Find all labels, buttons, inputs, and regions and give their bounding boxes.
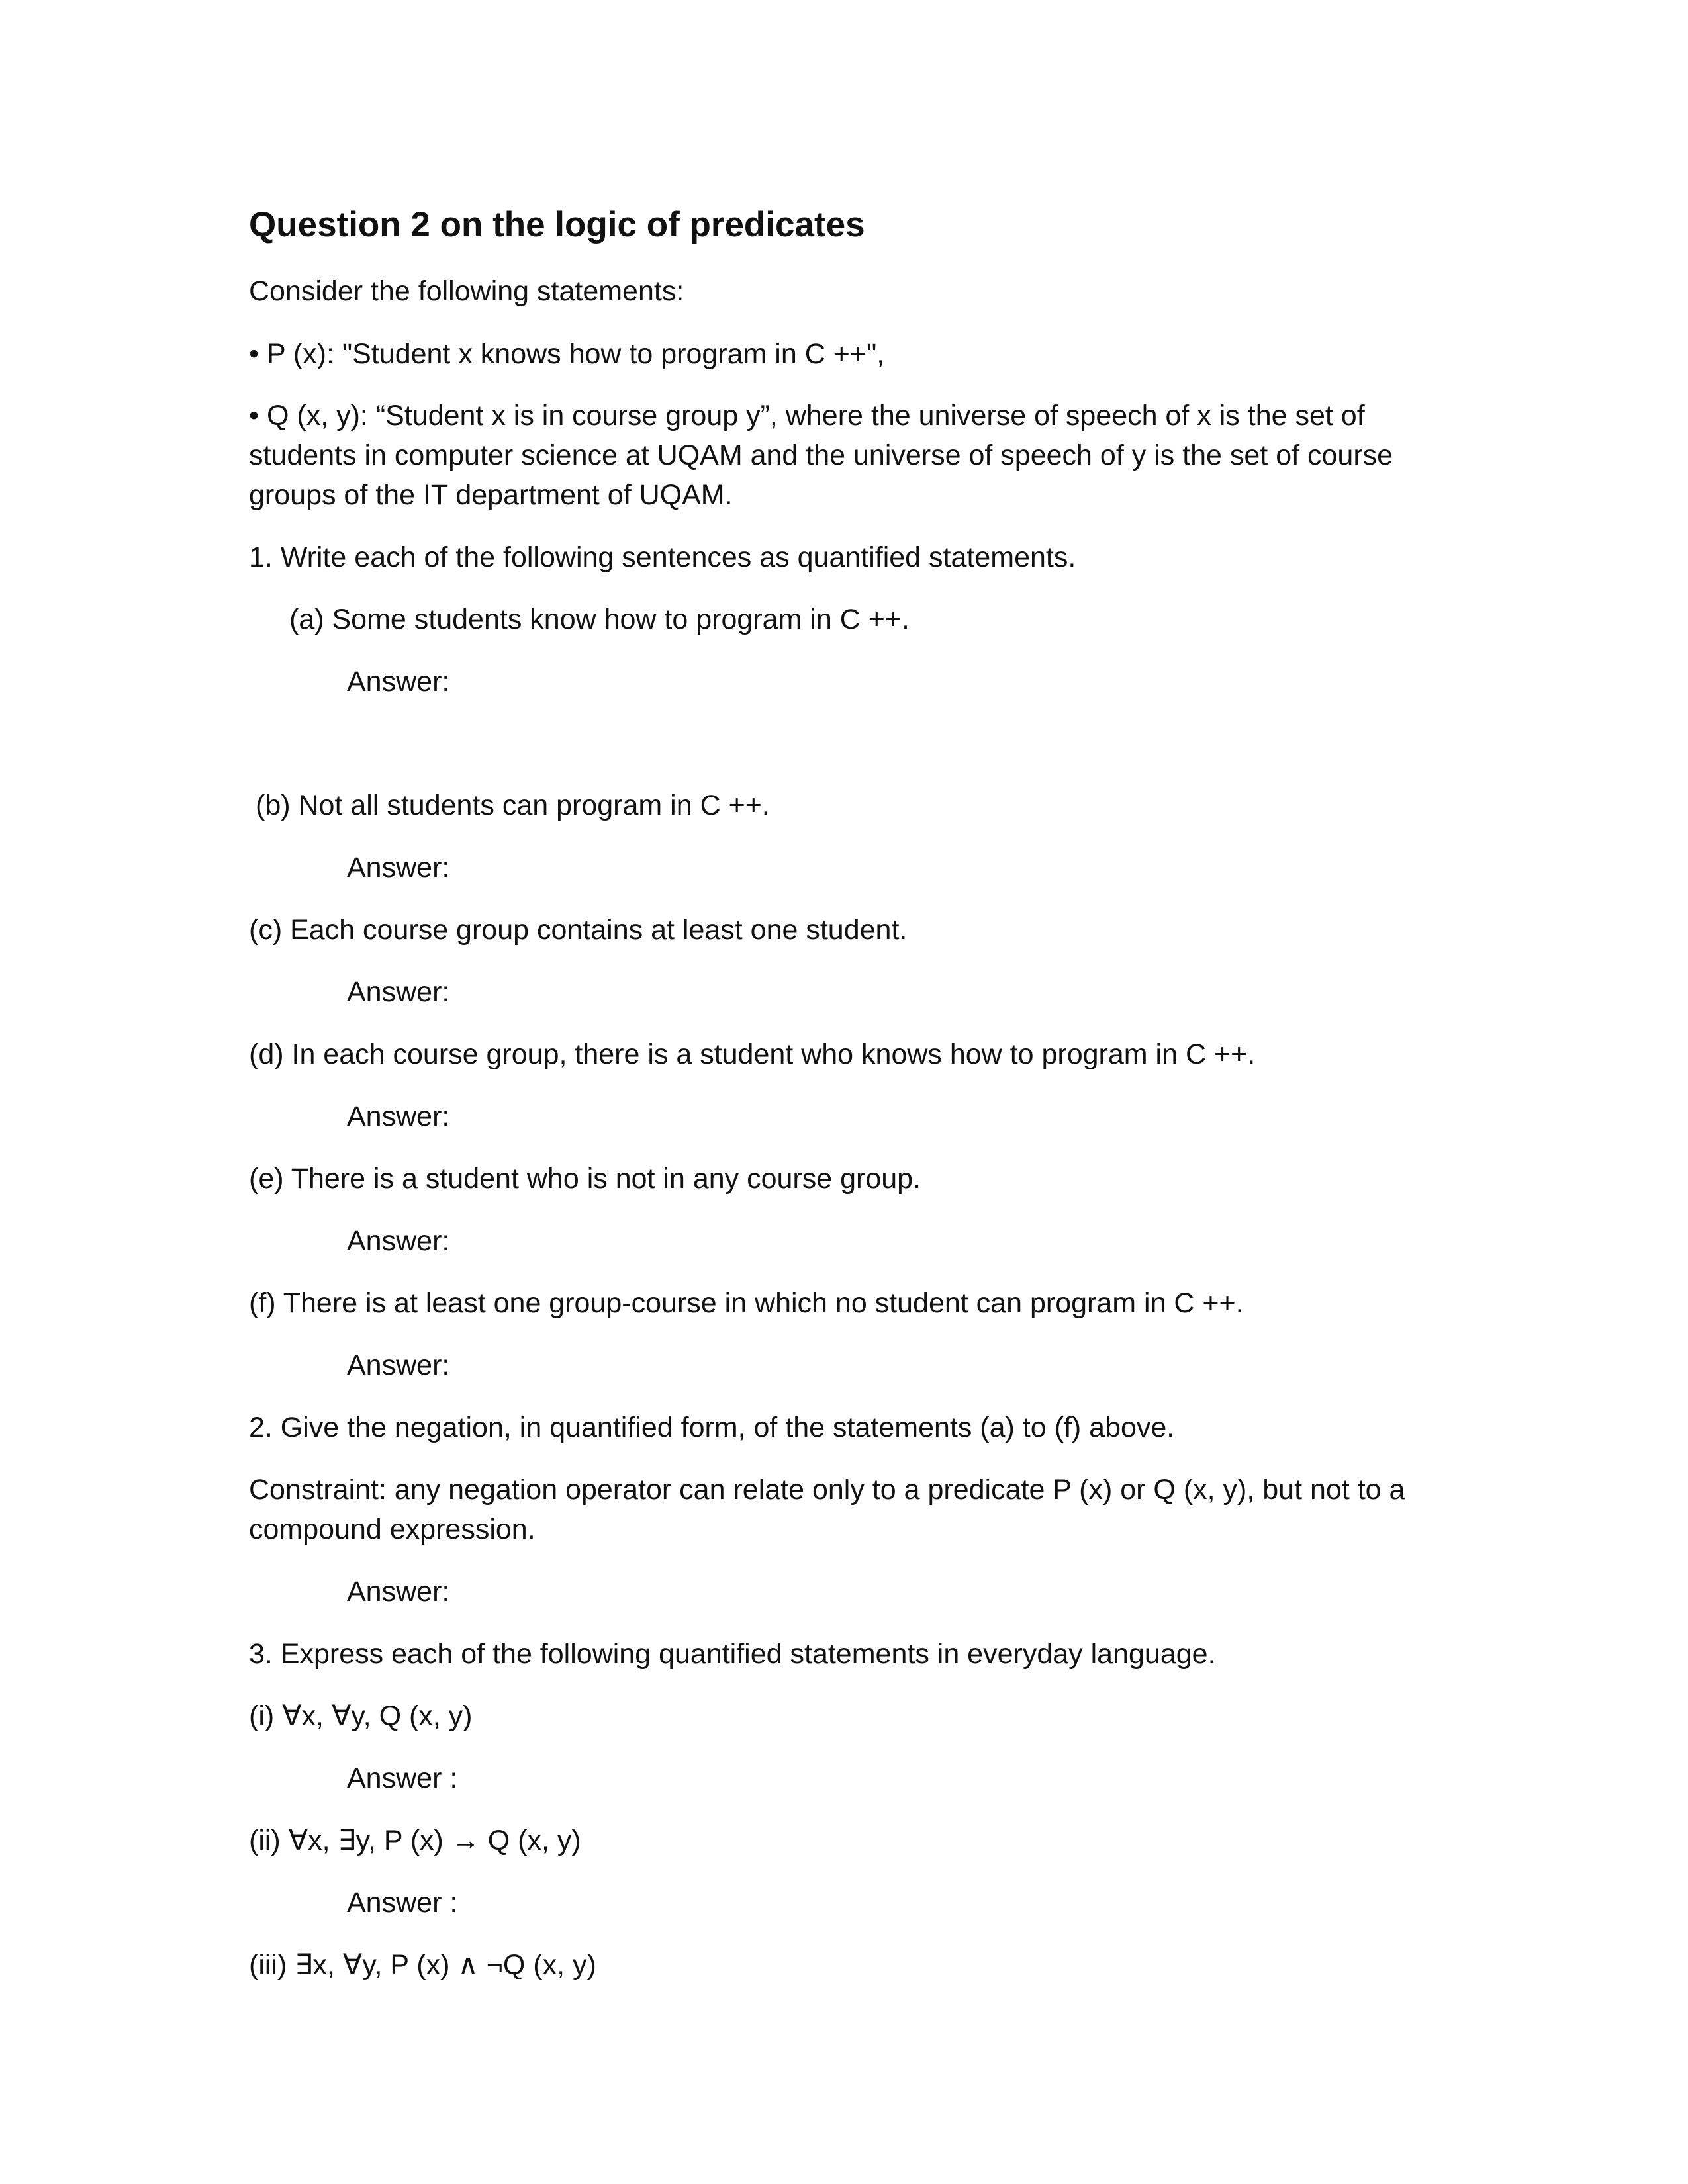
part3-heading: 3. Express each of the following quantified statements in everyday language. [249,1638,1216,1670]
question-e: (e) There is a student who is not in any course group. [249,1163,921,1195]
constraint-line: Constraint: any negation operator can relate only to a predicate P (x) or Q (x, y), but not to a [249,1474,1405,1506]
statement-q-line: groups of the IT department of UQAM. [249,479,733,511]
part1-heading: 1. Write each of the following sentences as quantified statements. [249,541,1076,573]
answer-label-ii: Answer : [347,1887,458,1919]
statement-p: • P (x): "Student x knows how to program in C ++", [249,338,885,370]
statement-q-line: students in computer science at UQAM and the universe of speech of y is the set of course [249,439,1393,471]
answer-label-part2: Answer: [347,1576,450,1608]
question-f: (f) There is at least one group-course in which no student can program in C ++. [249,1287,1244,1319]
answer-label-d: Answer: [347,1101,450,1132]
answer-label-b: Answer: [347,852,450,884]
answer-label-e: Answer: [347,1225,450,1257]
statement-q-line: • Q (x, y): “Student x is in course group y”, where the universe of speech of x is the set of [249,400,1365,432]
statement-i: (i) ∀x, ∀y, Q (x, y) [249,1700,473,1732]
statement-q [249,396,1407,515]
statement-ii: (ii) ∀x, ∃y, P (x) → Q (x, y) [249,1825,581,1856]
answer-label-c: Answer: [347,976,450,1008]
answer-label-a: Answer: [347,666,450,698]
question-d: (d) In each course group, there is a student who knows how to program in C ++. [249,1038,1256,1070]
answer-label-i: Answer : [347,1762,458,1794]
constraint-line: compound expression. [249,1514,536,1545]
question-c: (c) Each course group contains at least one student. [249,914,908,946]
question-a: (a) Some students know how to program in C ++. [289,604,910,635]
intro-text: Consider the following statements: [249,275,684,307]
answer-label-f: Answer: [347,1349,450,1381]
question-b: (b) Not all students can program in C ++. [256,790,770,821]
page-title: Question 2 on the logic of predicates [249,205,865,244]
part2-constraint [249,1470,1407,1549]
part2-heading: 2. Give the negation, in quantified form, of the statements (a) to (f) above. [249,1412,1175,1443]
statement-iii: (iii) ∃x, ∀y, P (x) ∧ ¬Q (x, y) [249,1949,596,1981]
